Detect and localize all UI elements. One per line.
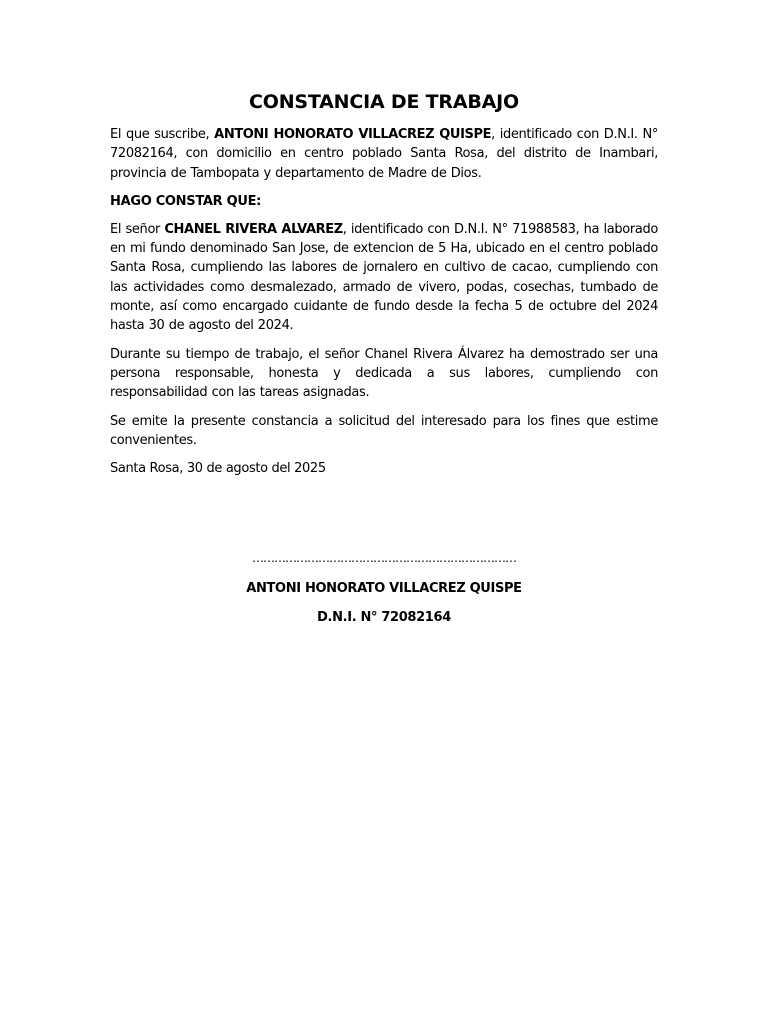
worker-name: CHANEL RIVERA ALVAREZ — [164, 221, 343, 237]
signature-line: ……………………………………………………………… — [252, 551, 516, 565]
employment-suffix: , identificado con D.N.I. N° 71988583, ha laborado en mi fundo denominado San Jose, de extencion de 5 Ha, ubicado en el centro poblado Santa Rosa, cumpliendo las labores de jornalero en cultivo de cacao, cumpliendo con las actividades como desmalezado, armado de vivero, podas, cosechas, tumbado de monte, así como encargado cuidante de fundo desde la fecha 5 de octubre del 2024 hasta 30 de agosto del 2024. — [110, 221, 659, 334]
place-date: Santa Rosa, 30 de agosto del 2025 — [110, 461, 326, 477]
section-heading: HAGO CONSTAR QUE: — [110, 193, 262, 209]
intro-prefix: El que suscribe, — [110, 127, 215, 142]
document-title: CONSTANCIA DE TRABAJO — [249, 91, 519, 113]
signatory-dni: D.N.I. N° 72082164 — [317, 610, 451, 625]
issuer-name: ANTONI HONORATO VILLACREZ QUISPE — [214, 127, 492, 142]
conduct-paragraph: Durante su tiempo de trabajo, el señor Chanel Rivera Álvarez ha demostrado ser una persona responsable, honesta y dedicada a sus labores, cumpliendo con responsabilidad con las tareas asignadas. — [110, 346, 658, 401]
employment-prefix: El señor — [110, 221, 165, 237]
intro-suffix: , identificado con D.N.I. N° 72082164, con domicilio en centro poblado Santa Rosa, del distrito de Inambari, provincia de Tambopata y departamento de Madre de Dios. — [110, 127, 658, 181]
employment-paragraph — [110, 220, 658, 336]
intro-paragraph — [110, 125, 658, 183]
signatory-name: ANTONI HONORATO VILLACREZ QUISPE — [246, 581, 522, 596]
document-body — [110, 88, 658, 478]
closing-paragraph: Se emite la presente constancia a solicitud del interesado para los fines que estime convenientes. — [110, 413, 658, 448]
